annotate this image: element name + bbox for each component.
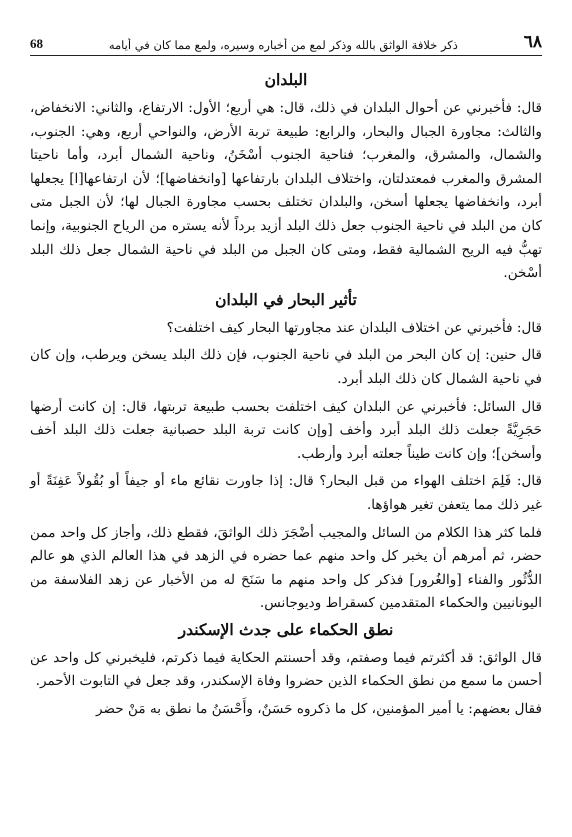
paragraph: قال السائل: فأخبرني عن البلدان كيف اختلفت بحسب طبيعة تربتها، قال: إن كانت أرضها حَجَرِيَّةً جعلت ذلك البلد أبرد وأخف [وإن كانت تربة البلد حصبانية جعلت ذلك البلد أخف وأسخن]؛ وإن كانت طيناً جعلته أبرد وأرطب. xyxy=(30,398,542,462)
section-heading-countries: البلدان xyxy=(264,70,308,89)
paragraph: قال الواثق: قد أكثرتم فيما وصفتم، وقد أحسنتم الحكاية فيما ذكرتم، فليخبرني كل واحد عن أحسن ما سمع من نطق الحكماء الذين حضروا وفاة الإسكندر، وقد جعل في التابوت الأحمر. xyxy=(30,649,542,690)
paragraph: فلما كثر هذا الكلام من السائل والمجيب أضْجَرَ ذلك الواثقَ، فقطع ذلك، وأجاز كل واحد ممن حضر، ثم أمرهم أن يخبر كل واحد منهم عما حضره في الزهد في هذا العالم الذي هو عالم الدُّثُور والفناء [والغُرور] فذكر كل واحد منهم ما سَنَحَ له من الأخبار عن زهد الفلاسفة من اليونانيين والحكماء المتقدمين كسقراط وديوجانس. xyxy=(30,524,542,612)
paragraph: فقال بعضهم: يا أمير المؤمنين، كل ما ذكروه حَسَنٌ، وأَحْسَنُ ما نطق به مَنْ حضر xyxy=(96,701,542,718)
running-header xyxy=(30,30,542,56)
page-number: 68 xyxy=(30,36,43,51)
section-heading-alexander-tomb: نطق الحكماء على جدث الإسكندر xyxy=(178,619,394,639)
paragraph: قال: فأخبرني عن أحوال البلدان في ذلك، قال: هي أربع؛ الأول: الارتفاع، والثاني: الانخفاض، والثالث: مجاورة الجبال والبحار، والرابع: طبيعة تربة الأرض، والنواحي أربع، وهي: الجنوب، والشمال، والمشرق، والمغرب؛ فناحية الجنوب أسْخَنُ، وناحية الشمال أبرد، وأما ناحيتا المشرق والمغرب فمعتدلتان، واختلاف البلدان بارتفاعها [وانخفاضها]؛ لأن ارتفاعها[ا] يجعلها أبرد، وانخفاضها يجعلها أسخن، والبلدان تختلف بحسب مجاورة الجبال لها؛ لأن الجبل متى كان من البلد في ناحية الجنوب جعل ذلك البلد أزيد برداً لأنه يستره من الرياح الجنوبية، وإنما تهبُّ فيه الريح الشمالية فقط، ومتى كان الجبل من البلد في ناحية الشمال جعل ذلك البلد أسْخن. xyxy=(30,100,542,282)
paragraph: قال حنين: إن كان البحر من البلد في ناحية الجنوب، فإن ذلك البلد يسخن ويرطب، وإن كان في ناحية الشمال كان ذلك البلد أبرد. xyxy=(30,347,542,387)
section-heading-seas-effect: تأثير البحار في البلدان xyxy=(215,289,357,309)
page-number-arabic: ٦٨ xyxy=(523,32,542,52)
running-title: ذكر خلافة الواثق بالله وذكر لمع من أخباره وسيره، ولمع مما كان في أيامه xyxy=(108,38,458,52)
paragraph: قال: فأخبرني عن اختلاف البلدان عند مجاورتها البحار كيف اختلفت؟ xyxy=(166,319,542,336)
page-body xyxy=(30,66,542,726)
paragraph: قال: فَلِمَ اختلف الهواء من قبل البحار؟ قال: إذا جاورت نقائع ماء أو جيفاً أو بُقُولاً عَفِنَةً أو غير ذلك مما يتعفن تغير هواؤها. xyxy=(30,473,542,513)
